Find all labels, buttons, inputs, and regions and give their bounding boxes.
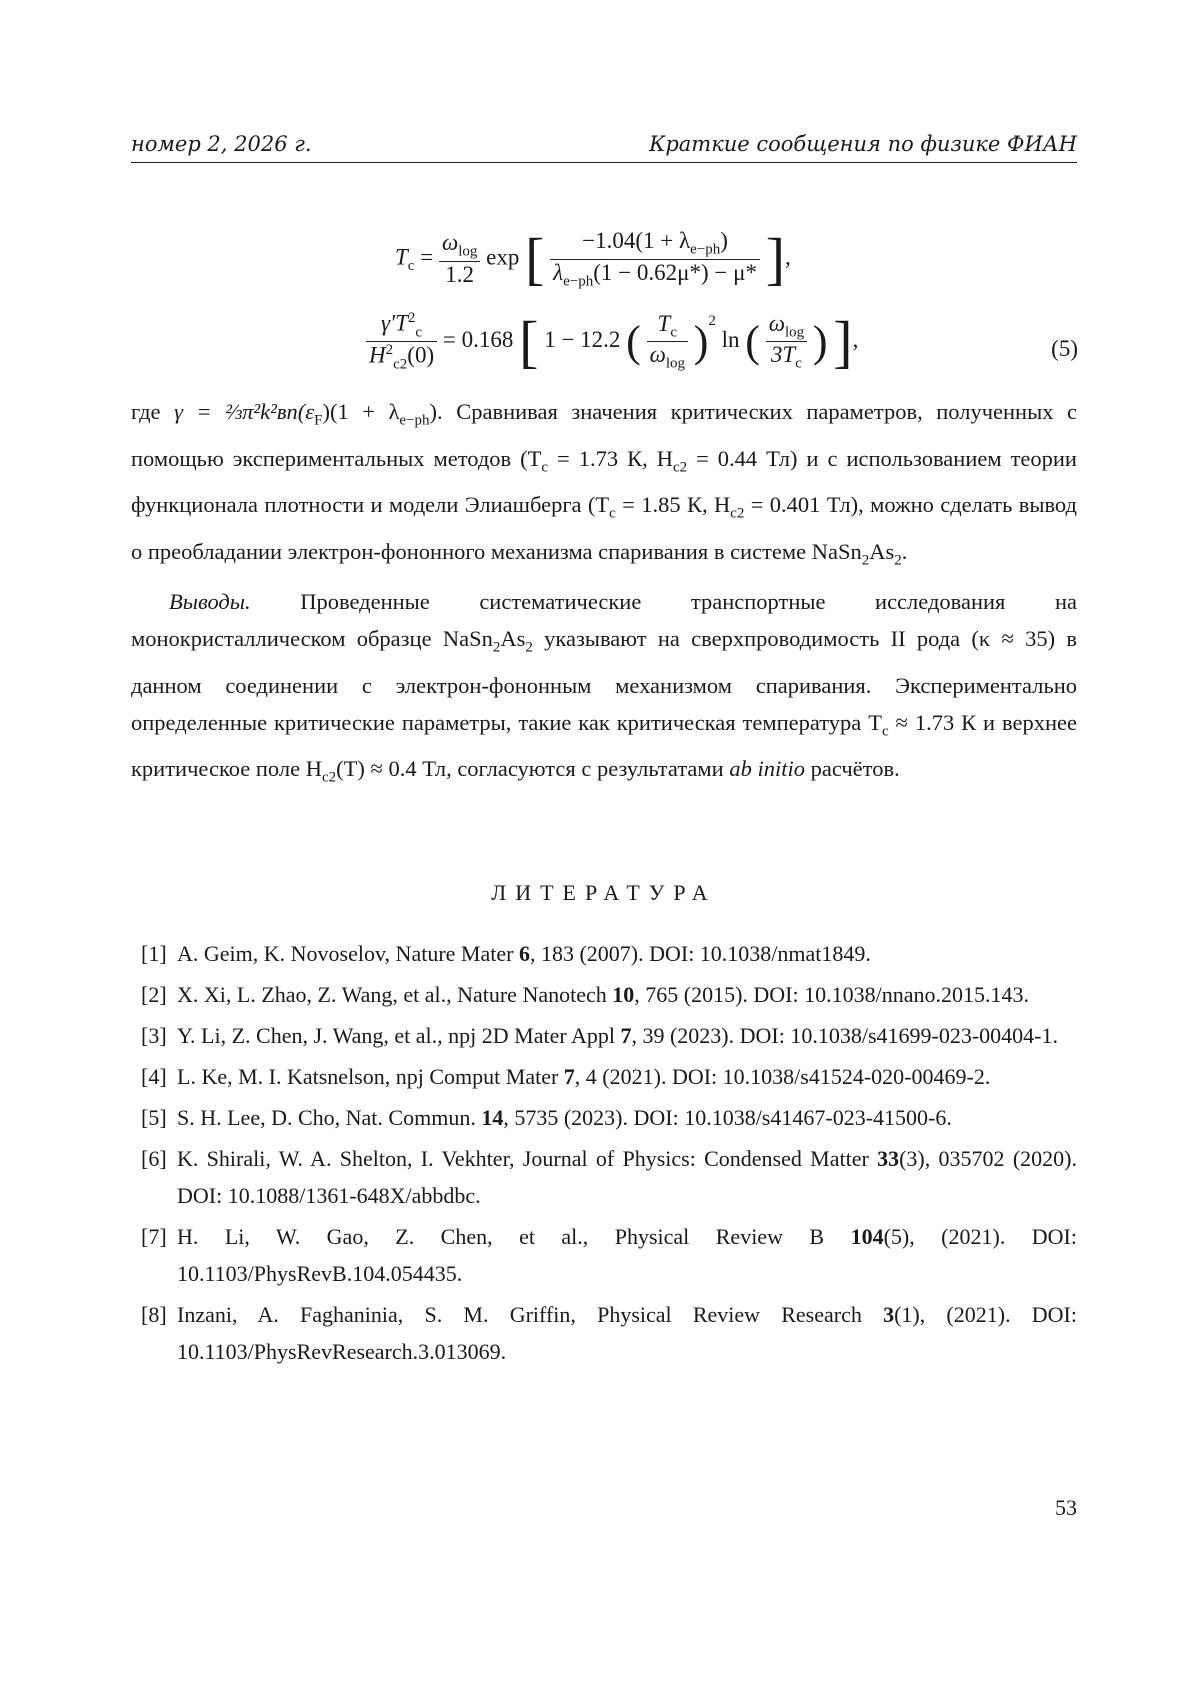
fraction-omega: $\frac{\omega_{log}}{1.2}$ xyxy=(439,230,480,288)
reference-item: [7] H. Li, W. Gao, Z. Chen, et al., Physical Review B 104(5), (2021). DOI: 10.1103/PhysRevB.104.054435. xyxy=(141,1224,1077,1286)
body-text xyxy=(131,393,1077,797)
reference-item: [1] A. Geim, K. Novoselov, Nature Mater 6, 183 (2007). DOI: 10.1038/nmat1849. xyxy=(141,941,871,966)
reference-item: [4] L. Ke, M. I. Katsnelson, npj Comput Mater 7, 4 (2021). DOI: 10.1038/s41524-020-00469-2. xyxy=(141,1064,991,1089)
fraction-omega-3tc: $\frac{\omega_{log}}{3T_c}$ xyxy=(766,311,807,373)
fraction-tc-omega: $\frac{T_c}{\omega_{log}}$ xyxy=(647,311,688,373)
paragraph-conclusions: Выводы. Проведенные систематические транспортные исследования на монокристаллическом образце $NaSn_2As_2$ указывают на сверхпроводимость II рода (κ ≈ 35) в данном соединении с электрон-фононным механизмом спаривания. Экспериментально определенные критические параметры, такие как критическая температура $T_c \approx 1.73$ К и верхнее критическое поле $H_{c2}(T) \approx 0.4$ Тл, согласуются с результатами ab initio расчётов. xyxy=(131,589,1077,786)
header-journal: Краткие сообщения по физике ФИАН xyxy=(649,132,1077,156)
reference-item: [2] X. Xi, L. Zhao, Z. Wang, et al., Nature Nanotech 10, 765 (2015). DOI: 10.1038/nnano.2015.143. xyxy=(141,982,1029,1007)
equation-tc: $T_c$ = $\frac{\omega_{log}}{1.2}$ exp [ $\frac{-1.04(1 + \lambda_{e-ph})}{\lambda_{e-ph}(1 - 0.62\mu*) - \mu*}$ ], xyxy=(395,226,791,292)
equation-hc2: $\frac{\gamma'T^2_c}{H^2_{c2}(0)}$ = 0.168 [ 1 − 12.2 ( $\frac{T_c}{\omega_{log}}$ )$^2$ ln ( $\frac{\omega_{log}}{3T_c}$ ) ], (5) xyxy=(366,310,1078,374)
reference-item: [3] Y. Li, Z. Chen, J. Wang, et al., npj 2D Mater Appl 7, 39 (2023). DOI: 10.1038/s41699-023-00404-1. xyxy=(141,1023,1059,1048)
references-list xyxy=(131,935,1077,1374)
reference-item: [6] K. Shirali, W. A. Shelton, I. Vekhter, Journal of Physics: Condensed Matter 33(3), 035702 (2020). DOI: 10.1088/1361-648X/abbdbc. xyxy=(141,1146,1077,1208)
reference-item: [5] S. H. Lee, D. Cho, Nat. Commun. 14, 5735 (2023). DOI: 10.1038/s41467-023-41500-6. xyxy=(141,1105,952,1130)
page-number: 53 xyxy=(1055,1495,1077,1520)
paragraph-comparison: где $\gamma = \frac{2}{3}\pi^2k^2ʙn(\varepsilon_F)(1 + \lambda_{e-ph})$. Сравнивая значения критических параметров, полученных с помощью экспериментальных методов ($T_c = 1.73$ К, $H_{c2} = 0.44$ Тл) и с использованием теории функционала плотности и модели Элиашберга ($T_c = 1.85$ К, $H_{c2} = 0.401$ Тл), можно сделать вывод о преобладании электрон-фононного механизма спаривания в системе $NaSn_2As_2$. xyxy=(131,399,1077,568)
fraction-gamma: $\frac{\gamma'T^2_c}{H^2_{c2}(0)}$ xyxy=(366,310,437,374)
running-header xyxy=(131,128,1077,163)
equation-number: (5) xyxy=(1051,336,1078,361)
references-heading: ЛИТЕРАТУРА xyxy=(491,880,717,905)
header-issue: номер 2, 2026 г. xyxy=(131,132,312,156)
reference-item: [8] Inzani, A. Faghaninia, S. M. Griffin, Physical Review Research 3(1), (2021). DOI: 10.1103/PhysRevResearch.3.013069. xyxy=(141,1302,1077,1364)
fraction-exponent: $\frac{-1.04(1 + \lambda_{e-ph})}{\lambda_{e-ph}(1 - 0.62\mu*) - \mu*}$ xyxy=(550,228,760,290)
